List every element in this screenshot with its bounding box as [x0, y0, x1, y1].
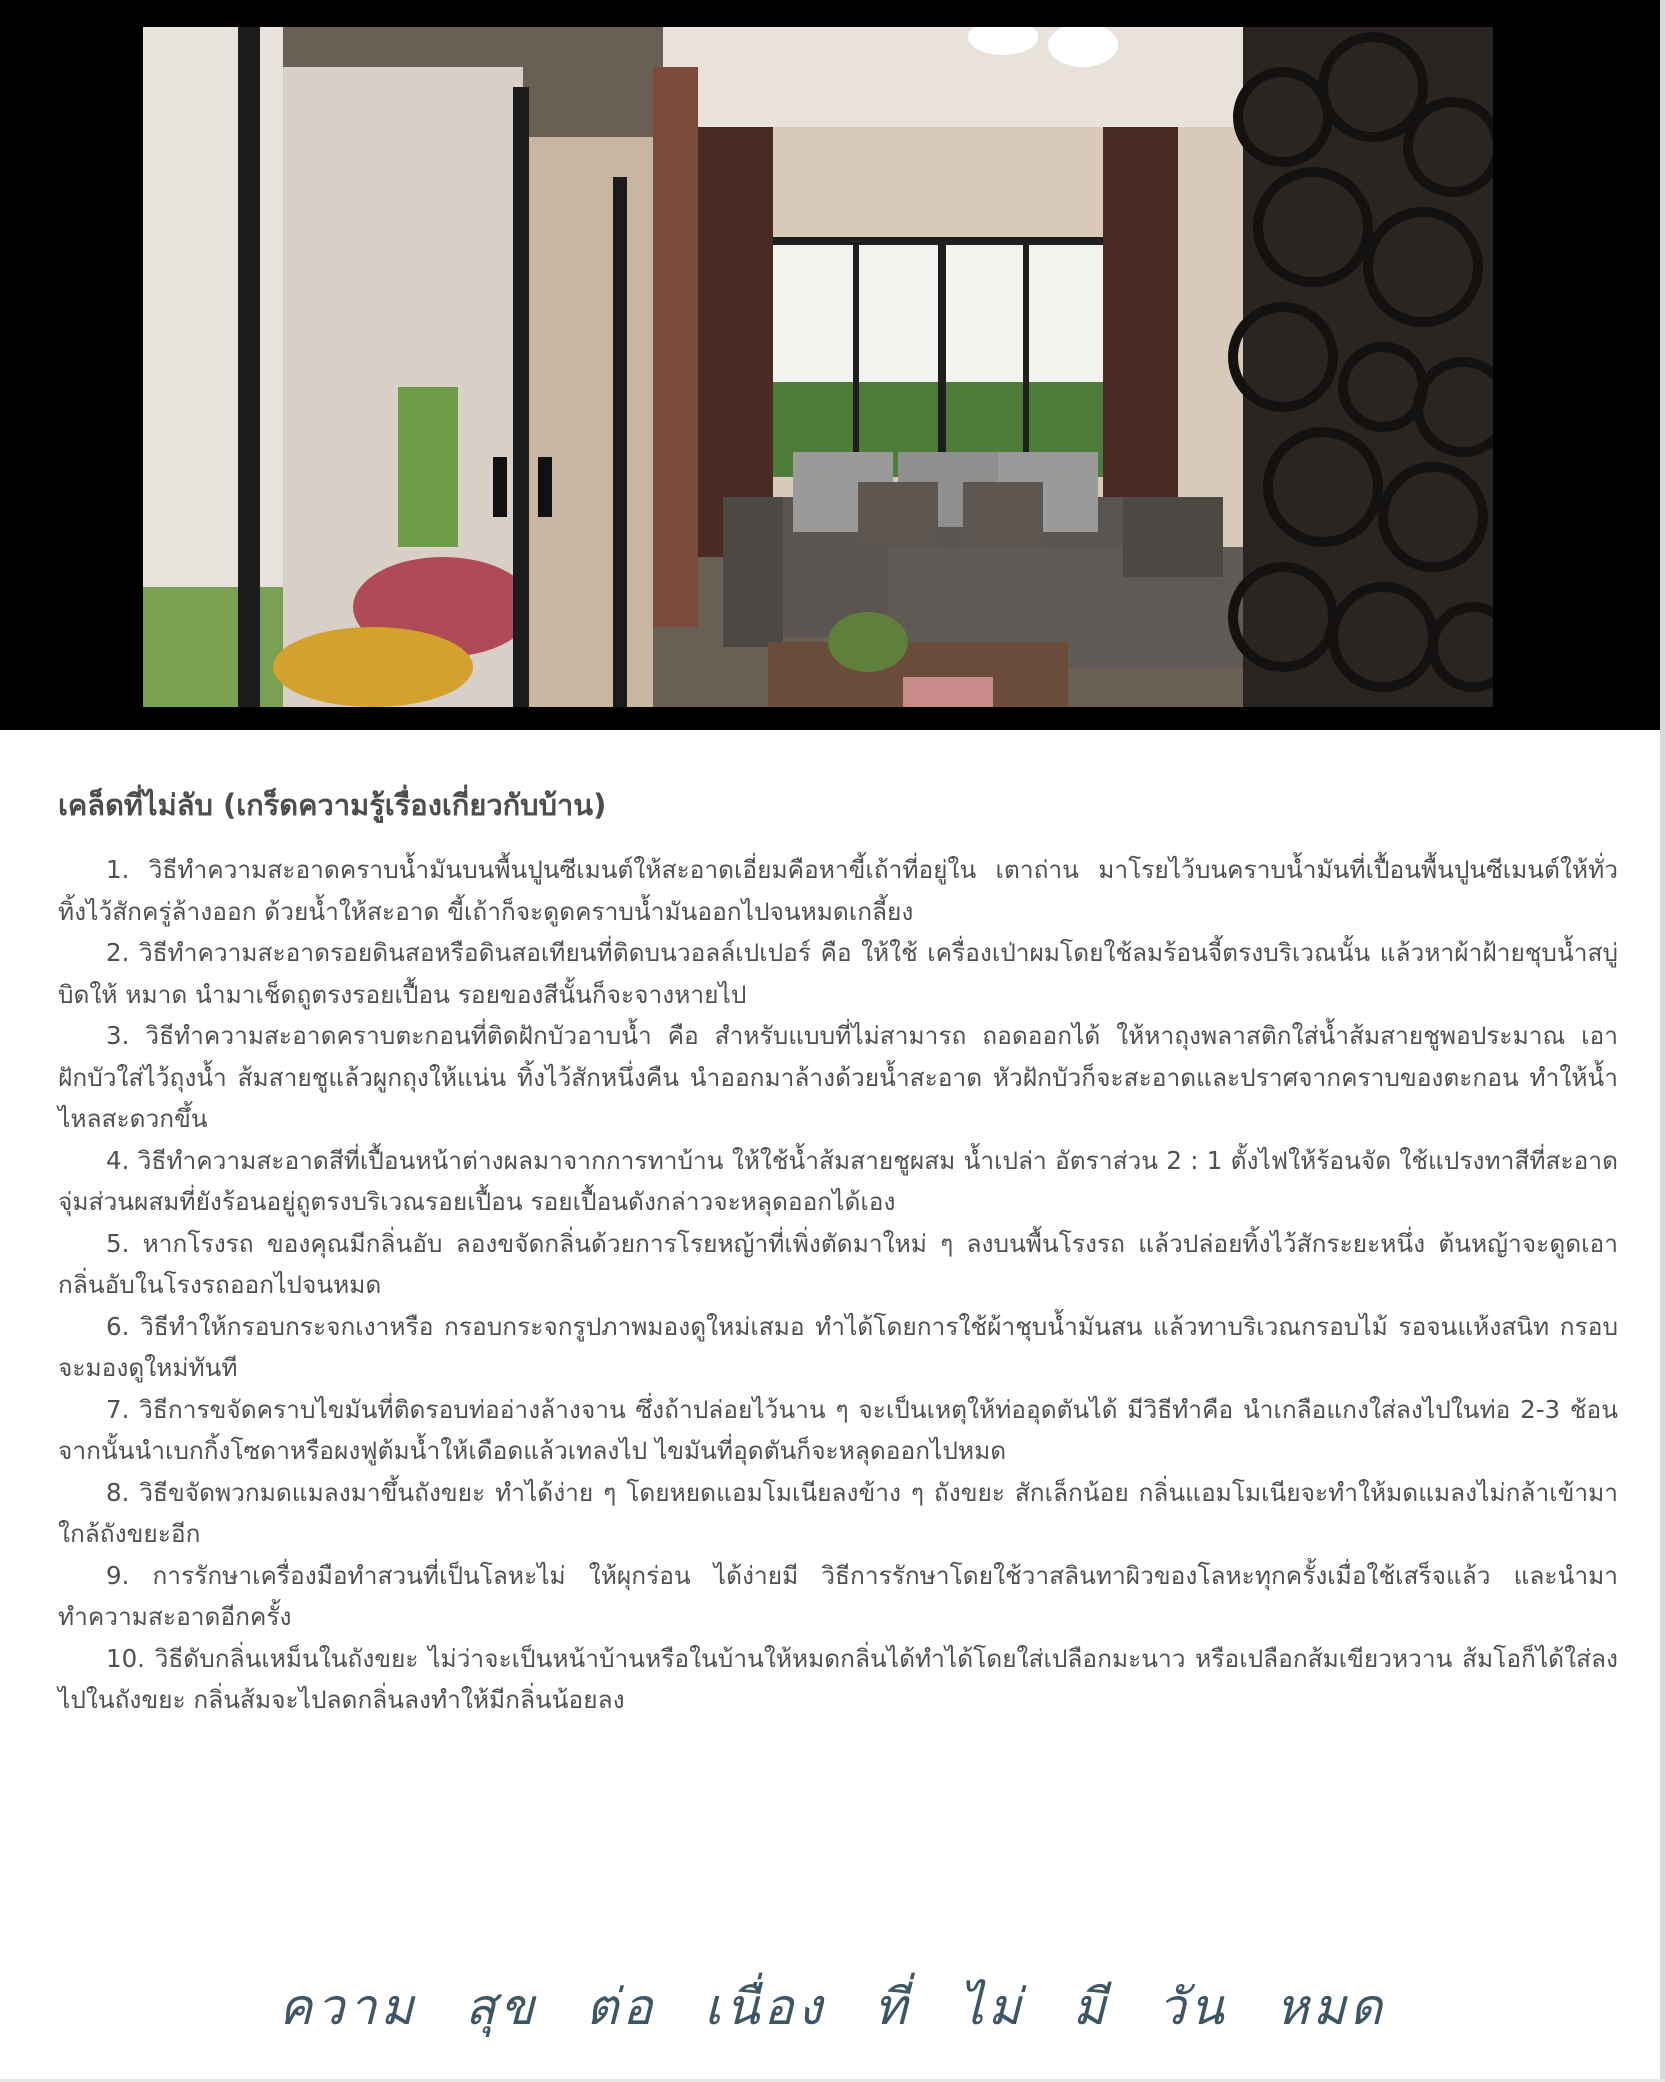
- tip-item: 1. วิธีทำความสะอาดคราบน้ำมันบนพื้นปูนซีเมนต์ให้สะอาดเอี่ยมคือหาขี้เถ้าที่อยู่ใน เตาถ่าน มาโรยไว้บนคราบน้ำมันที่เปื้อนพื้นปูนซีเมนต์ให้ทั่ว ทิ้งไว้สักครู่ล้างออก ด้วยน้ำให้สะอาด ขี้เถ้าก็จะดูดคราบน้ำมันออกไปจนหมดเกลี้ยง: [58, 855, 1618, 926]
- tip-item: 8. วิธีขจัดพวกมดแมลงมาขึ้นถังขยะ ทำได้ง่าย ๆ โดยหยดแอมโมเนียลงข้าง ๆ ถังขยะ สักเล็กน้อย กลิ่นแอมโมเนียจะทำให้มดแมลงไม่กล้าเข้ามาใกล้ถังขยะอีก: [58, 1477, 1618, 1548]
- tips-list: [58, 849, 1618, 1721]
- tip-item: 2. วิธีทำความสะอาดรอยดินสอหรือดินสอเทียนที่ติดบนวอลล์เปเปอร์ คือ ให้ใช้ เครื่องเป่าผมโดยใช้ลมร้อนจี้ตรงบริเวณนั้น แล้วหาผ้าฝ้ายชุบน้ำสบู่บิดให้ หมาด นำมาเช็ดถูตรงรอยเปื้อน รอยของสีนั้นก็จะจางหายไป: [58, 938, 1618, 1009]
- tip-item: 7. วิธีการขจัดคราบไขมันที่ติดรอบท่ออ่างล้างจาน ซึ่งถ้าปล่อยไว้นาน ๆ จะเป็นเหตุให้ท่ออุดตันได้ มีวิธีทำคือ นำเกลือแกงใส่ลงไปในท่อ 2-3 ช้อน จากนั้นนำเบกกิ้งโซดาหรือผงฟูต้มน้ำให้เดือดแล้วเทลงไป ไขมันที่อุดตันก็จะหลุดออกไปหมด: [58, 1394, 1618, 1465]
- hero-banner: [0, 0, 1665, 730]
- tip-item: 3. วิธีทำความสะอาดคราบตะกอนที่ติดฝักบัวอาบน้ำ คือ สำหรับแบบที่ไม่สามารถ ถอดออกได้ ให้หาถุงพลาสติกใส่น้ำส้มสายชูพอประมาณ เอาฝักบัวใส่ไว้ถุงน้ำ ส้มสายชูแล้วผูกถุงให้แน่น ทิ้งไว้สักหนึ่งคืน นำออกมาล้างด้วยน้ำสะอาด หัวฝักบัวก็จะสะอาดและปราศจากคราบของตะกอน ทำให้น้ำไหลสะดวกขึ้น: [58, 1021, 1618, 1133]
- tip-item: 5. หากโรงรถ ของคุณมีกลิ่นอับ ลองขจัดกลิ่นด้วยการโรยหญ้าที่เพิ่งตัดมาใหม่ ๆ ลงบนพื้นโรงรถ แล้วปล่อยทิ้งไว้สักระยะหนึ่ง ต้นหญ้าจะดูดเอากลิ่นอับในโรงรถออกไปจนหมด: [58, 1228, 1618, 1299]
- tip-item: 10. วิธีดับกลิ่นเหม็นในถังขยะ ไม่ว่าจะเป็นหน้าบ้านหรือในบ้านให้หมดกลิ่นได้ทำได้โดยใส่เปลือกมะนาว หรือเปลือกส้มเขียวหวาน ส้มโอก็ได้ใส่ลงไปในถังขยะ กลิ่นส้มจะไปลดกลิ่นลงทำให้มีกลิ่นน้อยลง: [58, 1643, 1618, 1714]
- article-title: เคล็ดที่ไม่ลับ (เกร็ดความรู้เรื่องเกี่ยวกับบ้าน): [58, 788, 607, 822]
- tip-item: 4. วิธีทำความสะอาดสีที่เปื้อนหน้าต่างผลมาจากการทาบ้าน ให้ใช้น้ำส้มสายชูผสม น้ำเปล่า อัตราส่วน 2 : 1 ตั้งไฟให้ร้อนจัด ใช้แปรงทาสีที่สะอาดจุ่มส่วนผสมที่ยังร้อนอยู่ถูตรงบริเวณรอยเปื้อน รอยเปื้อนดังกล่าวจะหลุดออกได้เอง: [58, 1145, 1618, 1216]
- footer-slogan: ความ สุข ต่อ เนื่อง ที่ ไม่ มี วัน หมด: [278, 1978, 1387, 2036]
- tip-item: 6. วิธีทำให้กรอบกระจกเงาหรือ กรอบกระจกรูปภาพมองดูใหม่เสมอ ทำได้โดยการใช้ผ้าชุบน้ำมันสน แล้วทาบริเวณกรอบไม้ รอจนแห้งสนิท กรอบจะมองดูใหม่ทันที: [58, 1311, 1618, 1382]
- page-edge-divider: [1660, 0, 1665, 2082]
- article: [58, 785, 1618, 1721]
- living-room-photo: [143, 27, 1503, 707]
- tip-item: 9. การรักษาเครื่องมือทำสวนที่เป็นโลหะไม่ ให้ผุกร่อน ได้ง่ายมี วิธีการรักษาโดยใช้วาสลินทาผิวของโลหะทุกครั้งเมื่อใช้เสร็จแล้ว และนำมาทำความสะอาดอีกครั้ง: [58, 1560, 1618, 1631]
